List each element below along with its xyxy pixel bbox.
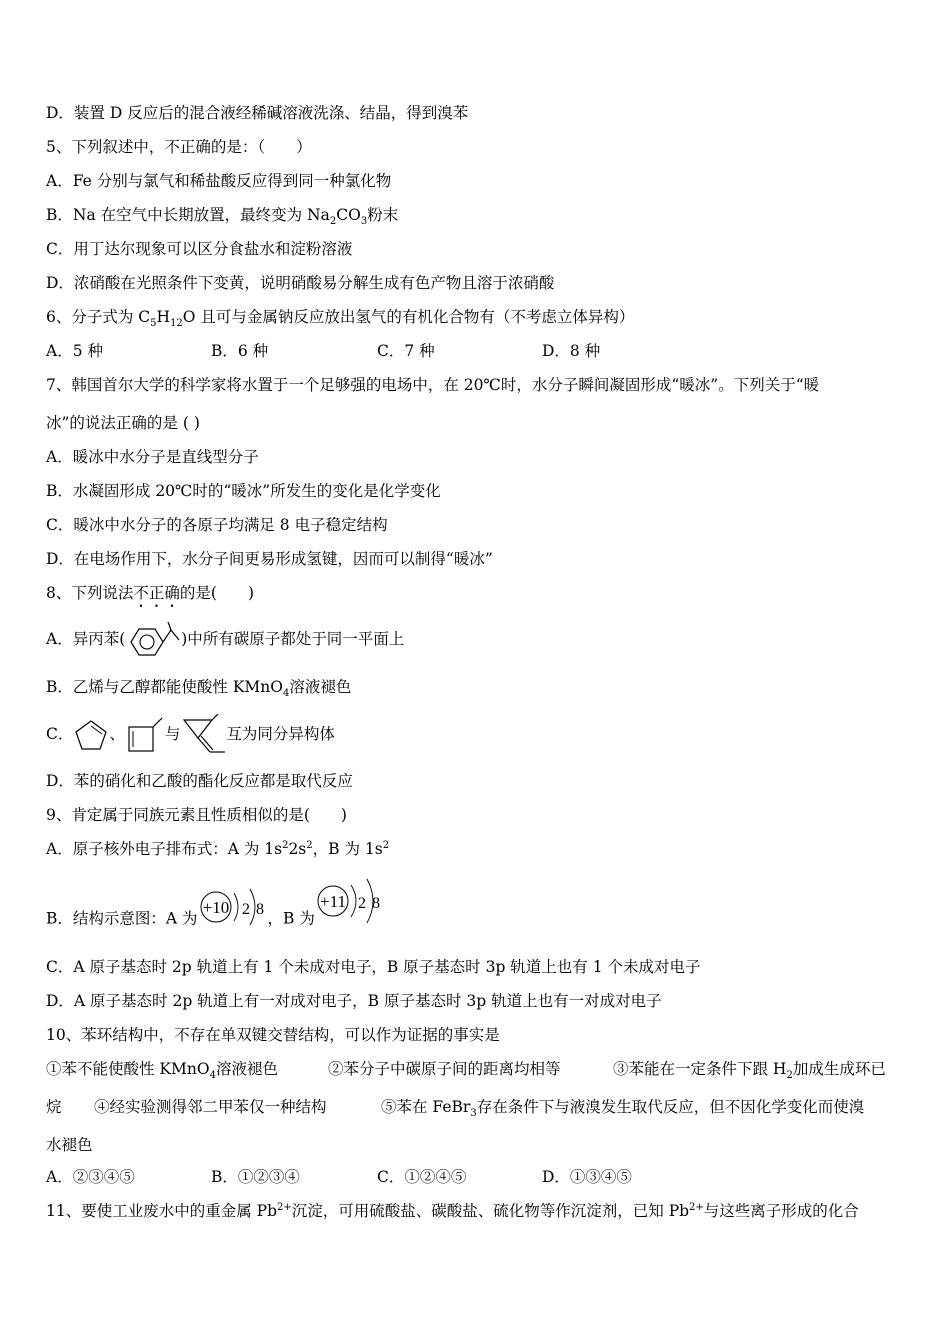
atom-a-nucleus: +10 bbox=[202, 898, 229, 917]
isopropylbenzene-structure-icon bbox=[125, 620, 181, 660]
q8-option-d: D．苯的硝化和乙酸的酯化反应都是取代反应 bbox=[46, 772, 353, 790]
q5-option-d: D．浓硝酸在光照条件下变黄，说明硝酸易分解生成有色产物且溶于浓硝酸 bbox=[46, 274, 555, 292]
q6-option-a: A．5 种 bbox=[46, 342, 103, 360]
question-7-stem-1: 7、韩国首尔大学的科学家将水置于一个足够强的电场中，在 20℃时，水分子瞬间凝固形成“暖冰”。下列关于“暖 bbox=[46, 376, 820, 394]
atom-structure-b bbox=[315, 877, 387, 962]
q7-option-a: A．暖冰中水分子是直线型分子 bbox=[46, 448, 259, 466]
q10-fact-5: ⑤苯在 FeBr$_3$存在条件下与液溴发生取代反应，但不因化学变化而使溴 bbox=[381, 1098, 865, 1120]
methylcyclobutene-structure-icon bbox=[125, 715, 165, 755]
q9-option-a: A．原子核外电子排布式：A 为 $1s^22s^2$，B 为 $1s^2$ bbox=[46, 839, 390, 858]
atom-b-shell-2: 8 bbox=[371, 895, 380, 912]
atom-b-nucleus: +11 bbox=[319, 892, 346, 911]
q10-fact-1: ①苯不能使酸性 KMnO$_4$溶液褪色 bbox=[46, 1060, 278, 1082]
q5-option-b: B．Na 在空气中长期放置，最终变为 $Na_2CO_3$粉末 bbox=[46, 206, 399, 228]
atom-b-shell-1: 2 bbox=[357, 895, 366, 912]
q10-option-a: A．②③④⑤ bbox=[46, 1168, 135, 1186]
question-5-stem: 5、下列叙述中，不正确的是：（ ） bbox=[46, 138, 312, 156]
vinylcyclopropane-structure-icon bbox=[180, 714, 226, 756]
question-8-stem: 8、下列说法不正确的是( ) bbox=[46, 584, 254, 602]
q10-option-b: B．①②③④ bbox=[211, 1168, 300, 1186]
q6-option-b: B．6 种 bbox=[211, 342, 269, 360]
q10-fact-2: ②苯分子中碳原子间的距离均相等 bbox=[328, 1060, 561, 1078]
atom-a-shell-2: 8 bbox=[255, 901, 264, 918]
question-10-stem: 10、苯环结构中，不存在单双键交替结构，可以作为证据的事实是 bbox=[46, 1026, 500, 1044]
q8-option-a: A．异丙苯( )中所有碳原子都处于同一平面上 bbox=[46, 615, 404, 663]
option-d-prev: D．装置 D 反应后的混合液经稀碱溶液洗涤、结晶，得到溴苯 bbox=[46, 104, 469, 122]
q10-fact-3: ③苯能在一定条件下跟 $H_2$加成生成环已 bbox=[613, 1060, 886, 1082]
q9-option-c: C．A 原子基态时 2p 轨道上有 1 个未成对电子，B 原子基态时 3p 轨道上也有 1 个未成对电子 bbox=[46, 958, 701, 976]
q10-option-d: D．①③④⑤ bbox=[542, 1168, 632, 1186]
q7-option-b: B．水凝固形成 20℃时的“暖冰”所发生的变化是化学变化 bbox=[46, 482, 441, 500]
question-6-stem: 6、分子式为 $C_5H_{12}O$ 且可与金属钠反应放出氢气的有机化合物有（不考虑立体异构） bbox=[46, 308, 635, 330]
q10-facts-line-3: 水褪色 bbox=[46, 1136, 93, 1154]
q10-option-c: C．①②④⑤ bbox=[377, 1168, 467, 1186]
question-7-stem-2: 冰”的说法正确的是 ( ) bbox=[46, 414, 200, 432]
q6-option-d: D．8 种 bbox=[542, 342, 601, 360]
question-9-stem: 9、肯定属于同族元素且性质相似的是( ) bbox=[46, 806, 347, 824]
q9-option-b: B．结构示意图：A 为 +10 2 8 ，B 为 +11 2 8 bbox=[46, 877, 387, 962]
q8-option-b: B．乙烯与乙醇都能使酸性 KMnO$_4$溶液褪色 bbox=[46, 678, 352, 700]
cyclopentene-structure-icon bbox=[73, 718, 109, 752]
q7-option-c: C．暖冰中水分子的各原子均满足 8 电子稳定结构 bbox=[46, 516, 388, 534]
q10-fact-4: ④经实验测得邻二甲苯仅一种结构 bbox=[94, 1098, 327, 1116]
q10-fact-3-cont: 烷 bbox=[46, 1098, 62, 1116]
q6-option-c: C．7 种 bbox=[377, 342, 435, 360]
q7-option-d: D．在电场作用下，水分子间更易形成氢键，因而可以制得“暖冰” bbox=[46, 550, 493, 568]
question-11-stem: 11、要使工业废水中的重金属 $Pb^{2+}$沉淀，可用硫酸盐、碳酸盐、硫化物等作沉淀剂，已知 $Pb^{2+}$与这些离子形成的化合 bbox=[46, 1201, 859, 1220]
q8-option-c: C． 、 与 互为同分异构体 bbox=[46, 709, 335, 759]
q5-option-c: C．用丁达尔现象可以区分食盐水和淀粉溶液 bbox=[46, 240, 353, 258]
atom-structure-a bbox=[198, 881, 268, 958]
q9-option-d: D．A 原子基态时 2p 轨道上有一对成对电子，B 原子基态时 3p 轨道上也有一对成对电子 bbox=[46, 992, 662, 1010]
emphasis-dotted: 不正确 bbox=[133, 584, 180, 602]
q5-option-a: A．Fe 分别与氯气和稀盐酸反应得到同一种氯化物 bbox=[46, 172, 392, 190]
atom-a-shell-1: 2 bbox=[241, 901, 250, 918]
